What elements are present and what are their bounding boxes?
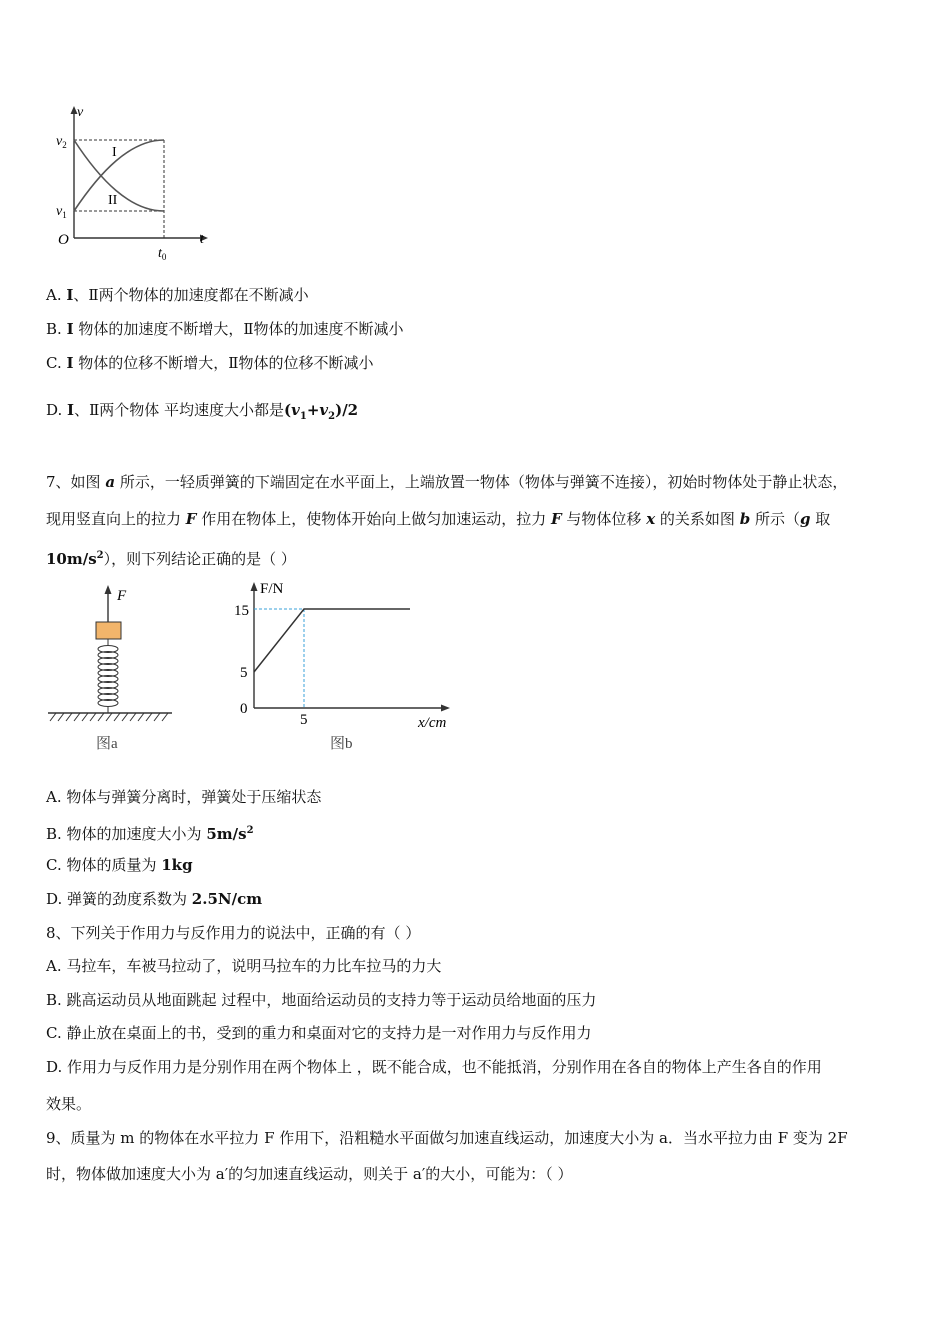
fx-graph (224, 576, 464, 756)
vt-axis-t: t (200, 232, 204, 247)
q8-option-c: C. 静止放在桌面上的书，受到的重力和桌面对它的支持力是一对作用力与反作用力 (46, 1024, 592, 1042)
fx-tick-5y: 5 (240, 665, 248, 681)
q8-stem: 8、下列关于作用力与反作用力的说法中，正确的有（ ） (46, 924, 421, 942)
vt-v2-label: $v_2$ (56, 134, 67, 150)
q7-option-a: A. 物体与弹簧分离时，弹簧处于压缩状态 (46, 788, 322, 806)
vt-t0-label: $t_0$ (158, 246, 167, 260)
fx-xlabel: x/cm (418, 715, 447, 731)
fx-ylabel: F/N (260, 581, 284, 597)
q9-stem-line2: 时，物体做加速度大小为 a′的匀加速直线运动，则关于 a′的大小，可能为：（ ） (46, 1165, 573, 1183)
q9-stem-line1: 9、质量为 m 的物体在水平拉力 F 作用下，沿粗糙水平面做匀加速直线运动，加速度大小为 a．当水平拉力由 F 变为 2F (46, 1129, 848, 1147)
fig-a-caption: 图a (96, 736, 118, 752)
vt-curve-2-label: II (108, 193, 118, 208)
fig-b-caption: 图b (330, 736, 353, 752)
q6-option-c: C. I 物体的位移不断增大，Ⅱ物体的位移不断减小 (46, 354, 374, 372)
fx-tick-15: 15 (234, 603, 249, 619)
fx-origin: 0 (240, 701, 248, 717)
q7-stem-line1: 7、如图 a 所示，一轻质弹簧的下端固定在水平面上，上端放置一物体（物体与弹簧不连接），初始时物体处于静止状态， (46, 473, 848, 491)
q7-stem-line3: $10m/s^2$），则下列结论正确的是（ ） (46, 550, 296, 568)
q7-option-c: C. 物体的质量为 1kg (46, 856, 193, 874)
q7-option-d: D. 弹簧的劲度系数为 2.5N/cm (46, 890, 263, 908)
vt-graph (50, 100, 220, 260)
vt-axis-v: v (77, 105, 84, 120)
q8-option-d-line2: 效果。 (46, 1095, 92, 1113)
force-label: F (117, 588, 127, 604)
q7-option-b: B. 物体的加速度大小为 $5m/s^2$ (46, 825, 254, 843)
vt-v1-label: $v_1$ (56, 204, 67, 220)
vt-curve-1-label: I (112, 145, 117, 160)
q8-option-a: A. 马拉车，车被马拉动了，说明马拉车的力比车拉马的力大 (46, 957, 442, 975)
q7-stem-line2: 现用竖直向上的拉力 F 作用在物体上，使物体开始向上做匀加速运动，拉力 F 与物体位移 x 的关系如图 b 所示（g 取 (46, 510, 831, 528)
spring-figure (44, 582, 184, 757)
q6-option-b: B. I 物体的加速度不断增大，Ⅱ物体的加速度不断减小 (46, 320, 404, 338)
q8-option-b: B. 跳高运动员从地面跳起 过程中，地面给运动员的支持力等于运动员给地面的压力 (46, 991, 597, 1009)
vt-origin: O (58, 232, 69, 248)
q8-option-d-line1: D. 作用力与反作用力是分别作用在两个物体上 ，既不能合成，也不能抵消，分别作用在各自的物体上产生各自的作用 (46, 1058, 822, 1076)
q6-option-a: A. I、Ⅱ两个物体的加速度都在不断减小 (46, 286, 309, 304)
q6-option-d: D. I、Ⅱ两个物体 平均速度大小都是$(v_1+v_2)/2$ (46, 401, 359, 422)
fx-tick-5x: 5 (300, 712, 308, 728)
